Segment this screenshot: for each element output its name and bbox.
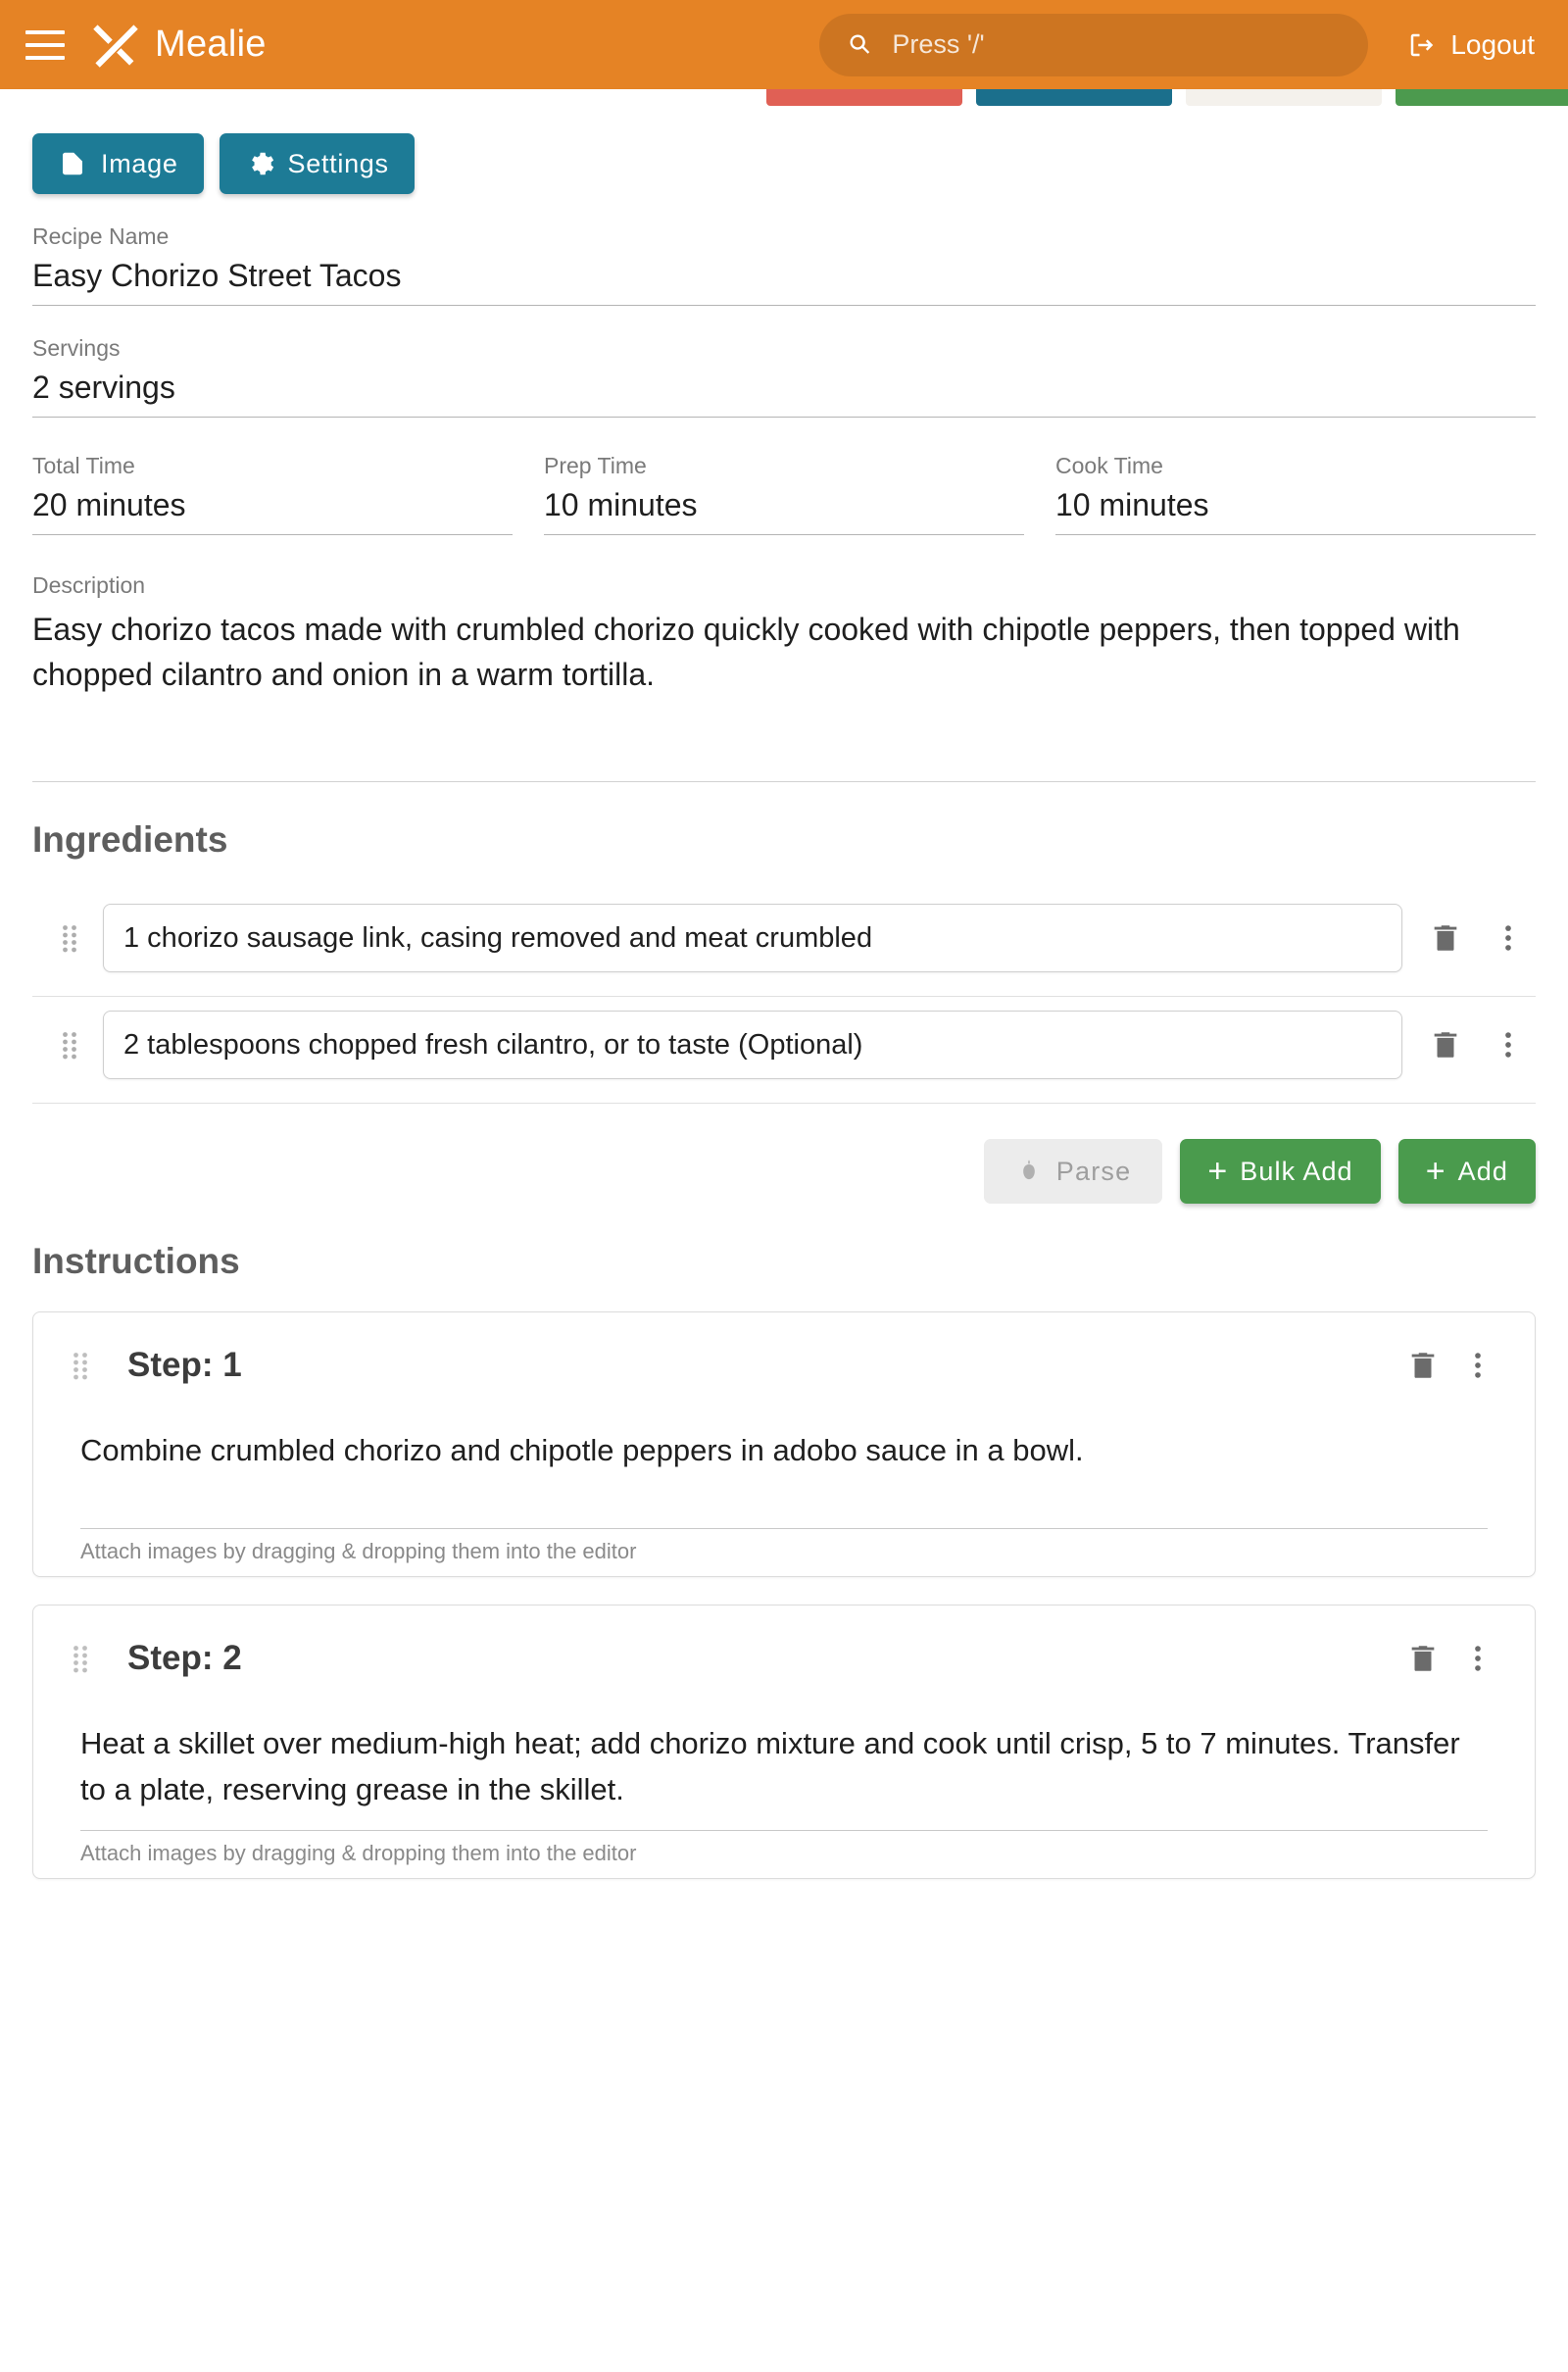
editor-toolbar <box>32 106 1536 194</box>
dots-vertical-icon <box>1461 1349 1494 1382</box>
description-input[interactable]: Easy chorizo tacos made with crumbled chorizo quickly cooked with chipotle peppers, then topped with chopped cilantro and onion in a warm tortilla. <box>32 612 1460 693</box>
settings-button-label: Settings <box>287 148 389 178</box>
ingredient-delete-button[interactable] <box>1418 911 1473 965</box>
search-icon <box>847 31 874 59</box>
instruction-step-card <box>32 1311 1536 1577</box>
times-row <box>32 453 1536 535</box>
recipe-name-label: Recipe Name <box>32 223 170 249</box>
parse-button-label: Parse <box>1055 1156 1132 1186</box>
description-field[interactable] <box>32 572 1536 781</box>
ingredient-row <box>32 997 1536 1104</box>
step-title: Step: 2 <box>127 1639 242 1677</box>
prep-time-input[interactable]: 10 minutes <box>544 487 1024 535</box>
hamburger-menu-icon[interactable] <box>25 30 65 60</box>
parse-button[interactable] <box>984 1139 1163 1204</box>
drag-handle-icon[interactable] <box>63 1641 98 1676</box>
step-attach-hint: Attach images by dragging & dropping them into the editor <box>80 1528 1488 1564</box>
trash-icon <box>1429 921 1462 955</box>
ingredient-input[interactable]: 2 tablespoons chopped fresh cilantro, or to taste (Optional) <box>103 1011 1402 1079</box>
app-bar <box>0 0 1568 89</box>
recipe-editor <box>0 106 1568 1906</box>
prep-time-field[interactable] <box>544 453 1024 535</box>
ingredient-menu-button[interactable] <box>1481 911 1536 965</box>
step-menu-button[interactable] <box>1450 1631 1505 1686</box>
settings-button[interactable] <box>220 133 415 194</box>
step-attach-hint: Attach images by dragging & dropping them into the editor <box>80 1830 1488 1866</box>
cook-time-field[interactable] <box>1055 453 1536 535</box>
step-delete-button[interactable] <box>1396 1631 1450 1686</box>
plus-icon: + <box>1207 1153 1229 1190</box>
ingredient-menu-button[interactable] <box>1481 1017 1536 1072</box>
bulk-add-label: Bulk Add <box>1240 1156 1353 1186</box>
image-button[interactable] <box>32 133 204 194</box>
gear-icon <box>245 149 274 178</box>
food-apple-icon <box>1015 1158 1043 1185</box>
search-placeholder: Press '/' <box>892 29 985 59</box>
recipe-name-field[interactable] <box>32 223 1536 306</box>
servings-field[interactable] <box>32 335 1536 418</box>
search-input[interactable] <box>819 14 1368 76</box>
trash-icon <box>1406 1349 1440 1382</box>
section-divider <box>32 781 1536 782</box>
trash-icon <box>1406 1642 1440 1675</box>
recipe-name-input[interactable]: Easy Chorizo Street Tacos <box>32 258 1536 306</box>
app-title: Mealie <box>155 24 267 65</box>
ingredients-heading: Ingredients <box>32 819 228 860</box>
total-time-input[interactable]: 20 minutes <box>32 487 513 535</box>
step-text-input[interactable]: Combine crumbled chorizo and chipotle peppers in adobo sauce in a bowl. <box>80 1433 1084 1467</box>
image-button-label: Image <box>101 148 178 178</box>
step-delete-button[interactable] <box>1396 1338 1450 1393</box>
plus-icon: + <box>1425 1153 1446 1190</box>
total-time-field[interactable] <box>32 453 513 535</box>
fork-knife-logo-icon <box>90 20 141 71</box>
servings-input[interactable]: 2 servings <box>32 370 1536 418</box>
add-ingredient-button[interactable] <box>1398 1139 1536 1204</box>
dots-vertical-icon <box>1461 1642 1494 1675</box>
image-file-icon <box>58 149 87 178</box>
logout-icon <box>1407 30 1437 60</box>
step-title: Step: 1 <box>127 1346 242 1384</box>
total-time-label: Total Time <box>32 453 135 478</box>
servings-label: Servings <box>32 335 121 361</box>
dots-vertical-icon <box>1492 1028 1525 1062</box>
drag-handle-icon[interactable] <box>52 920 87 956</box>
instructions-heading: Instructions <box>32 1241 240 1281</box>
logout-label: Logout <box>1450 28 1535 60</box>
bulk-add-button[interactable] <box>1180 1139 1380 1204</box>
dots-vertical-icon <box>1492 921 1525 955</box>
step-menu-button[interactable] <box>1450 1338 1505 1393</box>
instruction-step-card <box>32 1605 1536 1879</box>
cook-time-label: Cook Time <box>1055 453 1163 478</box>
drag-handle-icon[interactable] <box>63 1348 98 1383</box>
description-label: Description <box>32 572 146 598</box>
ingredient-delete-button[interactable] <box>1418 1017 1473 1072</box>
ingredient-actions <box>32 1139 1536 1204</box>
add-label: Add <box>1457 1156 1508 1186</box>
ingredient-row <box>32 890 1536 997</box>
cook-time-input[interactable]: 10 minutes <box>1055 487 1536 535</box>
step-text-input[interactable]: Heat a skillet over medium-high heat; add chorizo mixture and cook until crisp, 5 to 7 minutes. Transfer to a plate, reserving grease in the skillet. <box>80 1726 1460 1806</box>
prep-time-label: Prep Time <box>544 453 647 478</box>
logout-button[interactable] <box>1407 29 1543 61</box>
ingredient-input[interactable]: 1 chorizo sausage link, casing removed and meat crumbled <box>103 904 1402 972</box>
trash-icon <box>1429 1028 1462 1062</box>
drag-handle-icon[interactable] <box>52 1027 87 1062</box>
